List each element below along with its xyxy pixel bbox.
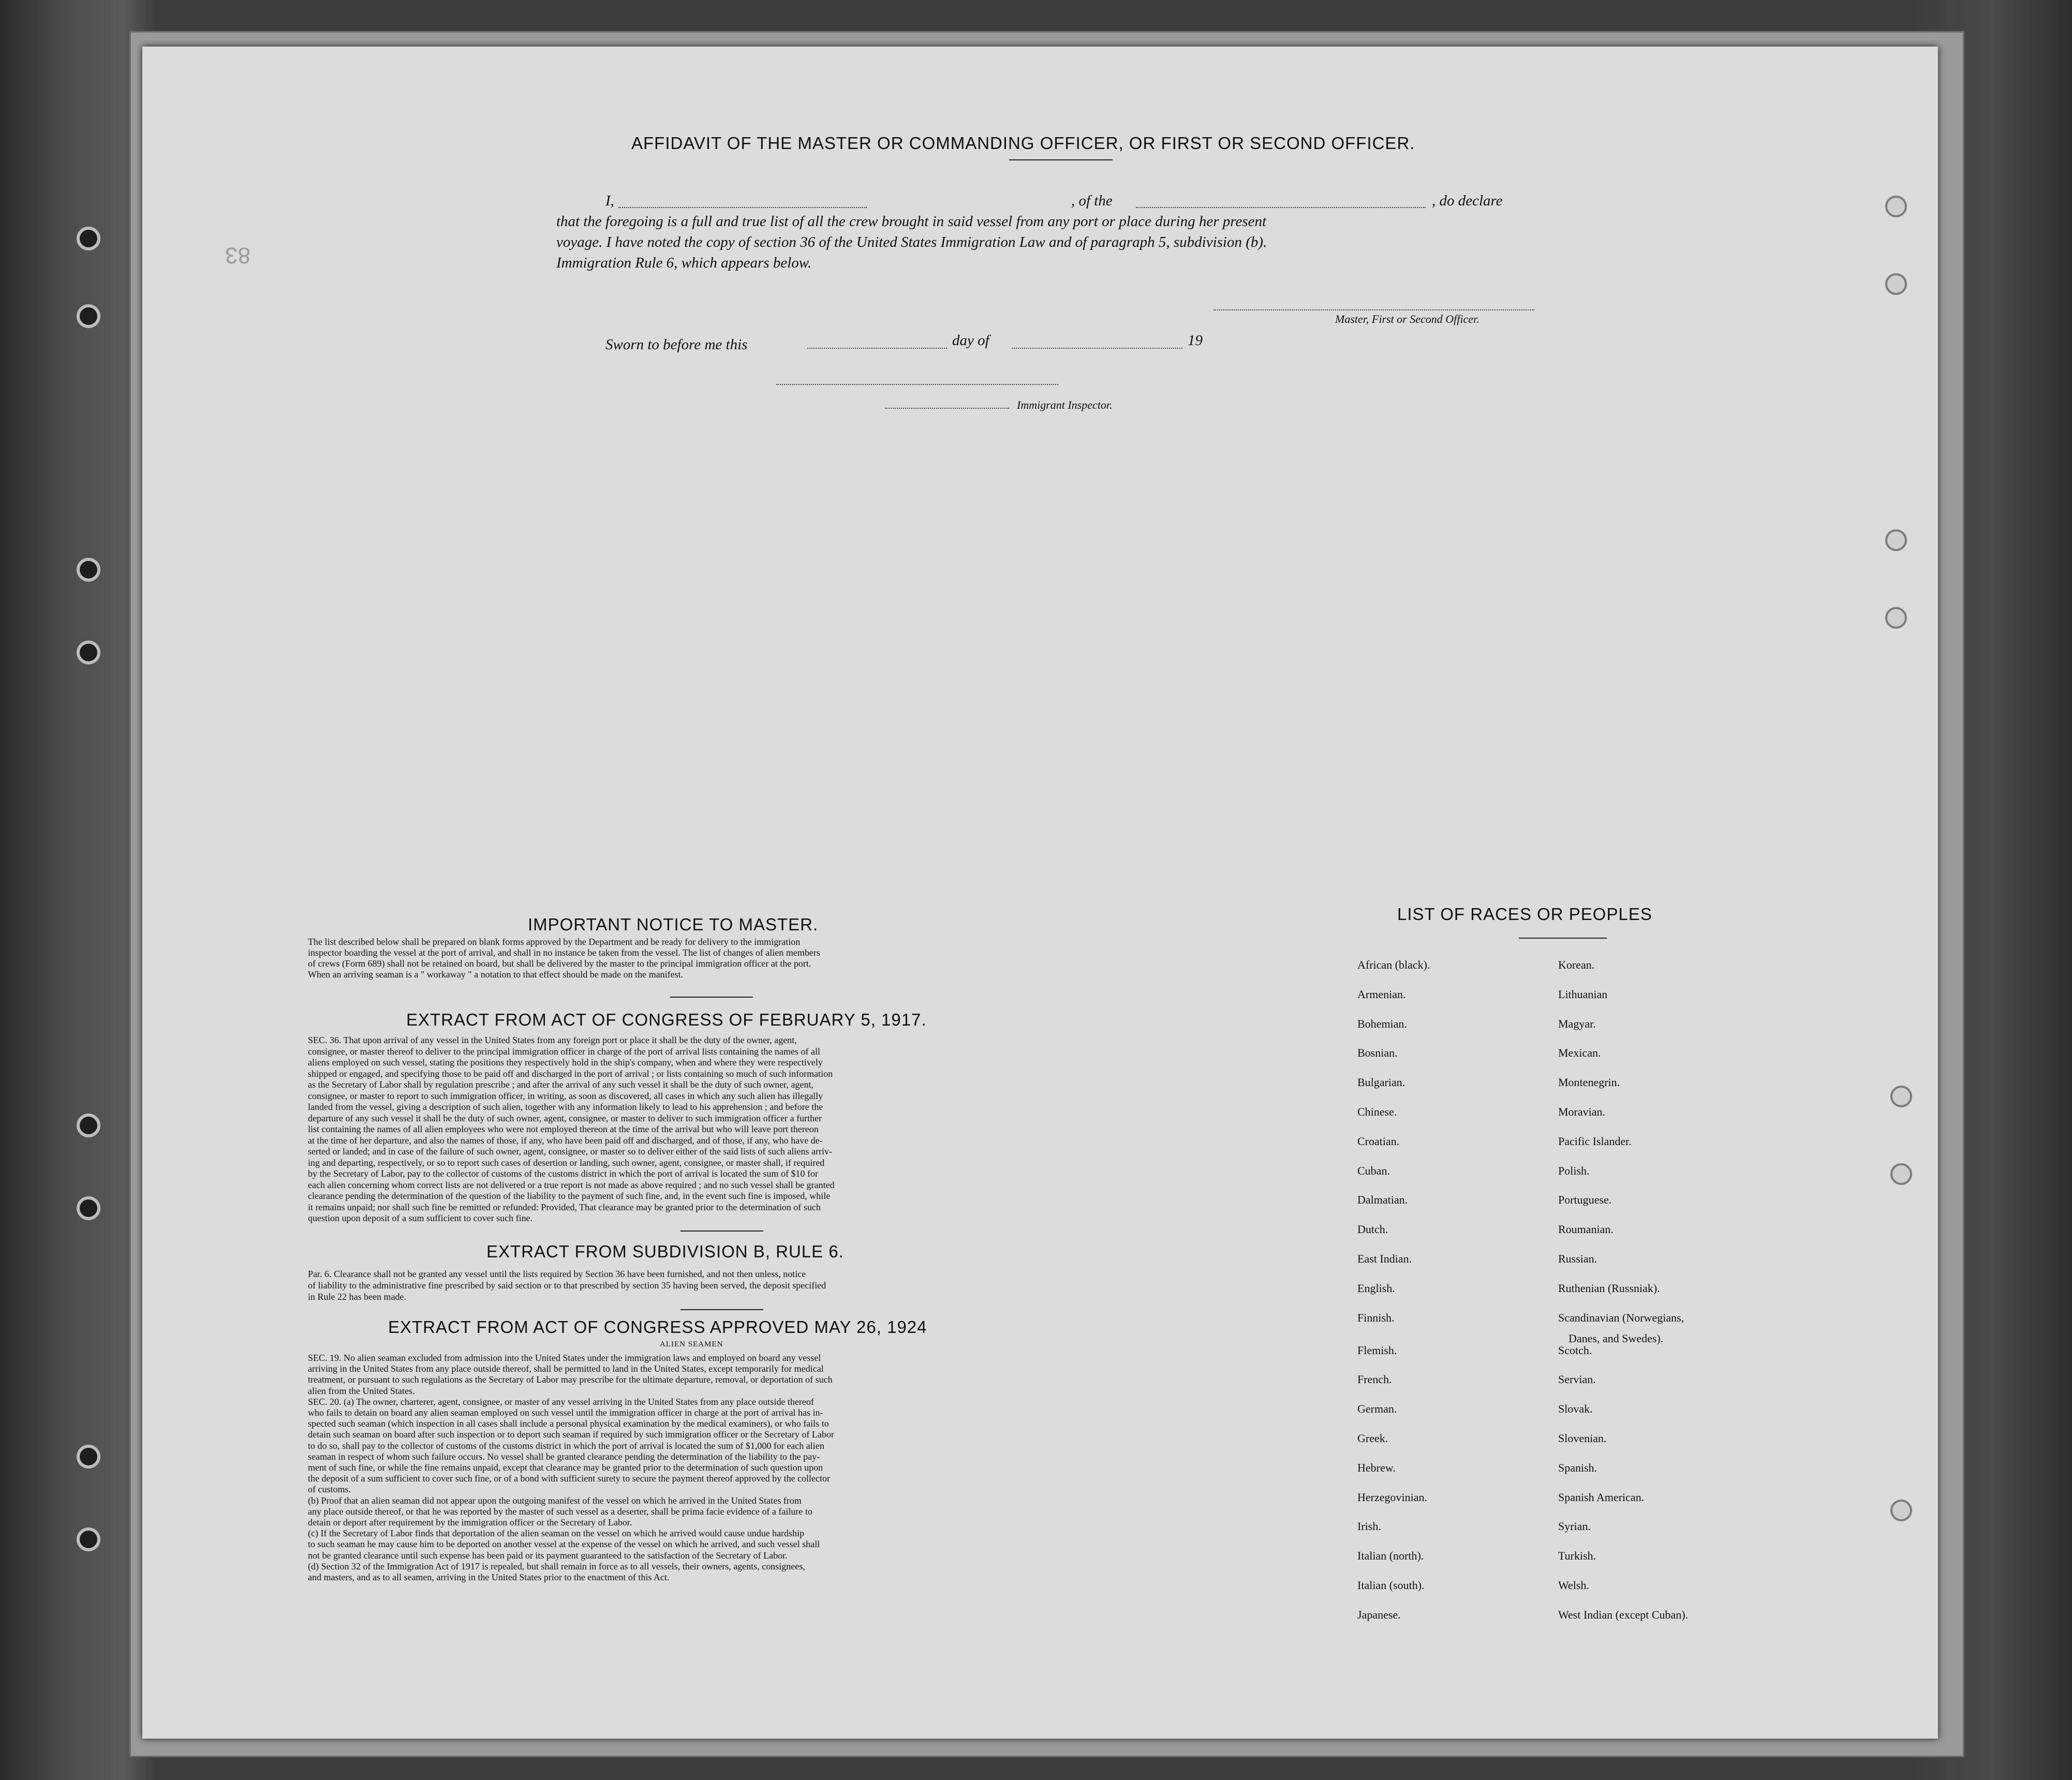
- inspector-name-blank[interactable]: [885, 408, 1009, 409]
- punch-hole: [1890, 1500, 1912, 1521]
- name-blank[interactable]: [618, 207, 867, 208]
- text-line: ment of such fine, or while the fine remains unpaid, except that clearance may be granted prior to the determination of such question upon: [308, 1462, 823, 1473]
- race-item: Scotch.: [1558, 1343, 1592, 1357]
- race-item: Danes, and Swedes).: [1568, 1332, 1664, 1345]
- race-item: Slovenian.: [1558, 1432, 1607, 1445]
- extract-1924-title: EXTRACT FROM ACT OF CONGRESS APPROVED MAY 26, 1924: [388, 1317, 927, 1337]
- text-line: SEC. 19. No alien seaman excluded from admission into the United States under the immigration laws and employed on board any vessel: [308, 1353, 821, 1363]
- race-item: German.: [1357, 1402, 1397, 1416]
- text-line: SEC. 20. (a) The owner, charterer, agent, consignee, or master of any vessel arriving in the United States from any place outside thereof: [308, 1396, 814, 1407]
- text-line: detain or deport after requirement by the immigration officer or the Secretary of Labor.: [308, 1517, 632, 1527]
- text-line: to do so, shall pay to the collector of customs of the customs district in which the port of arrival is located the sum of $1,000 for each alien: [308, 1440, 824, 1451]
- section-rule: [680, 1230, 763, 1232]
- punch-hole: [1890, 1086, 1912, 1107]
- race-item: Bulgarian.: [1357, 1076, 1405, 1089]
- sworn-month-blank[interactable]: [1012, 348, 1182, 349]
- text-line: ing and departing, respectively, or so to report such cases of desertion or landing, such owner, agent, consignee, or master shall, if required: [308, 1157, 825, 1168]
- text-line: clearance pending the determination of the question of the liability to the payment of such fine, and, in the event such fine is imposed, while: [308, 1191, 831, 1201]
- binder-hole: [77, 1196, 100, 1220]
- text-line: and masters, and as to all seamen, arriving in the United States prior to the enactment of this Act.: [308, 1572, 670, 1582]
- rule6-title: EXTRACT FROM SUBDIVISION B, RULE 6.: [486, 1242, 844, 1261]
- race-item: Cuban.: [1357, 1164, 1390, 1177]
- race-item: Hebrew.: [1357, 1461, 1396, 1474]
- text-line: list containing the names of all alien employees who were not employed thereon at the time of the arrival but who will leave port thereon: [308, 1124, 819, 1134]
- extract-1917-title: EXTRACT FROM ACT OF CONGRESS OF FEBRUARY 5, 1917.: [406, 1010, 927, 1029]
- section-rule: [670, 997, 753, 998]
- race-item: Italian (south).: [1357, 1579, 1425, 1592]
- race-item: Bohemian.: [1357, 1017, 1407, 1030]
- text-line: each alien concerning whom correct lists are not delivered or a true report is not made as above required ; and no such vessel shall be granted: [308, 1179, 835, 1190]
- race-item: Welsh.: [1558, 1579, 1589, 1592]
- race-item: Turkish.: [1558, 1549, 1596, 1563]
- text-line: (b) Proof that an alien seaman did not appear upon the outgoing manifest of the vessel on which he arrived in the United States from: [308, 1495, 802, 1506]
- race-item: Herzegovinian.: [1357, 1490, 1427, 1504]
- text-line: as the Secretary of Labor shall by regulation prescribe ; and after the arrival of any such vessel it shall be the duty of such owner, agent,: [308, 1079, 813, 1090]
- race-item: Montenegrin.: [1558, 1076, 1620, 1089]
- race-item: Spanish.: [1558, 1461, 1597, 1474]
- day-of-label: day of: [952, 332, 989, 349]
- races-title: LIST OF RACES OR PEOPLES: [1397, 904, 1652, 924]
- text-line: to such seaman he may cause him to be deported on another vessel at the expense of the vessel on which he arrived, and such vessel shall: [308, 1539, 820, 1550]
- affidavit-line-2: voyage. I have noted the copy of section 36 of the United States Immigration Law and of paragraph 5, subdivision (b).: [556, 234, 1267, 250]
- sworn-day-blank[interactable]: [807, 348, 947, 349]
- document-page: [142, 47, 1938, 1739]
- affidavit-line-3: Immigration Rule 6, which appears below.: [556, 255, 812, 271]
- race-item: Greek.: [1357, 1432, 1388, 1445]
- margin-mark: 83: [225, 243, 250, 268]
- text-line: treatment, or pursuant to such regulations as the Secretary of Labor may prescribe for the ultimate departure, removal, or deportation of such: [308, 1374, 833, 1385]
- inspector-caption: Immigrant Inspector.: [1017, 398, 1113, 411]
- race-item: Finnish.: [1357, 1311, 1395, 1324]
- race-item: Flemish.: [1357, 1343, 1397, 1357]
- text-line: SEC. 36. That upon arrival of any vessel in the United States from any foreign port or place it shall be the duty of the owner, agent,: [308, 1035, 797, 1045]
- text-line: in Rule 22 has been made.: [308, 1292, 406, 1302]
- race-item: Slovak.: [1558, 1402, 1593, 1416]
- binder-hole: [77, 1445, 100, 1468]
- text-line: spected such seaman (which inspection in all cases shall include a personal physical examination by the medical examiners), or who fails to: [308, 1418, 829, 1429]
- text-line: departure of any such vessel it shall be the duty of such owner, agent, consignee, or master to deliver to such immigration officer a further: [308, 1112, 822, 1123]
- text-line: shipped or engaged, and specifying those to be paid off and discharged in the port of arrival ; or lists containing so much of such information: [308, 1068, 833, 1079]
- race-item: Ruthenian (Russniak).: [1558, 1281, 1660, 1295]
- race-item: Spanish American.: [1558, 1490, 1645, 1504]
- affidavit-line-1: that the foregoing is a full and true list of all the crew brought in said vessel from any port or place during her present: [556, 213, 1267, 230]
- section-rule: [680, 1309, 763, 1310]
- race-item: Magyar.: [1558, 1017, 1596, 1030]
- master-caption: Master, First or Second Officer.: [1335, 313, 1479, 325]
- text-line: landed from the vessel, giving a description of such alien, together with any information likely to lead to his apprehension ; and before the: [308, 1102, 823, 1112]
- race-item: Polish.: [1558, 1164, 1590, 1177]
- of-the-label: , of the: [1071, 192, 1113, 209]
- text-line: not be granted clearance until such expense has been paid or its payment guaranteed to the satisfaction of the Secretary of Labor.: [308, 1550, 788, 1561]
- text-line: detain such seaman on board after such inspection or to deport such seaman if required by such immigration officer or the Secretary of Labor: [308, 1429, 834, 1440]
- race-item: African (black).: [1357, 958, 1430, 971]
- text-line: consignee, or master to report to such immigration officer, in writing, as soon as discovered, all cases in which any such alien has illegally: [308, 1090, 823, 1101]
- text-line: at the time of her departure, and also the names of those, if any, who have been paid off and discharged, and of those, if any, who have de-: [308, 1135, 823, 1146]
- race-item: Russian.: [1558, 1252, 1597, 1265]
- text-line: of crews (Form 689) shall not be retained on board, but shall be delivered by the master to the principal immigration officer at the port.: [308, 958, 811, 969]
- sworn-label: Sworn to before me this: [605, 336, 748, 353]
- punch-hole: [1890, 1163, 1912, 1185]
- punch-hole: [1885, 607, 1907, 629]
- punch-hole: [1885, 529, 1907, 551]
- race-item: Mexican.: [1558, 1046, 1601, 1060]
- text-line: consignee, or master thereof to deliver to the principal immigration officer in charge of the port of arrival lists containing the names of all: [308, 1046, 821, 1057]
- text-line: arriving in the United States from any place outside thereof, shall be permitted to land in the United States, except temporarily for medical: [308, 1363, 824, 1374]
- binder-hole: [77, 641, 100, 664]
- affidavit-title: AFFIDAVIT OF THE MASTER OR COMMANDING OFFICER, OR FIRST OR SECOND OFFICER.: [631, 134, 1415, 153]
- race-item: Croatian.: [1357, 1134, 1400, 1148]
- do-declare-label: , do declare: [1432, 192, 1503, 209]
- text-line: it remains unpaid; nor shall such fine be remitted or refunded: Provided, That clearance may be granted prior to the determination of such: [308, 1202, 821, 1212]
- text-line: question upon deposit of a sum sufficient to cover such fine.: [308, 1213, 533, 1223]
- text-line: of customs.: [308, 1484, 351, 1495]
- race-item: Syrian.: [1558, 1520, 1591, 1533]
- binder-hole: [77, 304, 100, 328]
- race-item: Italian (north).: [1357, 1549, 1424, 1563]
- text-line: inspector boarding the vessel at the port of arrival, and shall in no instance be taken from the vessel. The list of changes of alien members: [308, 947, 820, 958]
- text-line: seaman in respect of whom such failure occurs. No vessel shall be granted clearance pending the determination of the liability to the pay-: [308, 1451, 820, 1462]
- vessel-blank[interactable]: [1136, 207, 1426, 208]
- race-item: Moravian.: [1558, 1105, 1606, 1118]
- race-item: West Indian (except Cuban).: [1558, 1608, 1689, 1621]
- race-item: Irish.: [1357, 1520, 1381, 1533]
- race-item: Pacific Islander.: [1558, 1134, 1632, 1148]
- race-item: Chinese.: [1357, 1105, 1397, 1118]
- text-line: When an arriving seaman is a " workaway " a notation to that effect should be made on the manifest.: [308, 969, 684, 980]
- year-prefix: 19: [1188, 332, 1203, 349]
- punch-hole: [1885, 273, 1907, 295]
- race-item: Scandinavian (Norwegians,: [1558, 1311, 1684, 1324]
- alien-seamen-subtitle: ALIEN SEAMEN: [660, 1340, 723, 1348]
- race-item: Korean.: [1558, 958, 1595, 971]
- race-item: Japanese.: [1357, 1608, 1401, 1621]
- i-label: I,: [605, 192, 614, 209]
- binder-hole: [77, 1527, 100, 1551]
- race-item: Bosnian.: [1357, 1046, 1398, 1060]
- punch-hole: [1885, 196, 1907, 217]
- binder-hole: [77, 1114, 100, 1137]
- text-line: the deposit of a sum sufficient to cover such fine, or of a bond with sufficient surety to secure the payment thereof approved by the collector: [308, 1473, 831, 1484]
- binder-hole: [77, 558, 100, 582]
- race-item: French.: [1357, 1373, 1392, 1386]
- race-item: Dutch.: [1357, 1223, 1388, 1236]
- race-item: Portuguese.: [1558, 1193, 1612, 1207]
- binder-hole: [77, 227, 100, 250]
- text-line: serted or landed; and in case of the failure of such owner, agent, consignee, or master so to deliver either of the said lists of such aliens arriv-: [308, 1146, 832, 1156]
- text-line: any place outside thereof, or that he was reported by the master of such vessel as a deserter, shall be prima facie evidence of a failure to: [308, 1506, 812, 1517]
- text-line: aliens employed on such vessel, stating the positions they respectively hold in the ship's company, when and where they were respectively: [308, 1057, 823, 1067]
- race-item: Servian.: [1558, 1373, 1596, 1386]
- text-line: of liability to the administrative fine prescribed by said section or to that prescribed by section 35 having been served, the deposit specified: [308, 1280, 826, 1290]
- text-line: Par. 6. Clearance shall not be granted any vessel until the lists required by Section 36 have been furnished, and not then unless, notice: [308, 1269, 806, 1279]
- text-line: alien from the United States.: [308, 1385, 415, 1396]
- notice-title: IMPORTANT NOTICE TO MASTER.: [528, 915, 819, 934]
- text-line: who fails to detain on board any alien seaman employed on such vessel until the immigration officer in charge at the port of arrival has in-: [308, 1407, 823, 1418]
- race-item: Dalmatian.: [1357, 1193, 1408, 1207]
- race-item: Lithuanian: [1558, 987, 1608, 1001]
- title-rule: [1519, 938, 1607, 939]
- race-item: English.: [1357, 1281, 1395, 1295]
- text-line: The list described below shall be prepared on blank forms approved by the Department and be ready for delivery to the immigration: [308, 937, 801, 947]
- title-rule: [1009, 159, 1113, 160]
- inspector-signature-blank[interactable]: [776, 384, 1058, 385]
- text-line: (c) If the Secretary of Labor finds that deportation of the alien seaman on the vessel on which he arrived would cause undue hardship: [308, 1528, 805, 1539]
- text-line: by the Secretary of Labor, pay to the collector of customs of the customs district in which the port of arrival is located the sum of $10 for: [308, 1168, 819, 1179]
- race-item: Armenian.: [1357, 987, 1406, 1001]
- text-line: (d) Section 32 of the Immigration Act of 1917 is repealed, but shall remain in force as to all vessels, their owners, agents, consignees,: [308, 1561, 805, 1571]
- race-item: East Indian.: [1357, 1252, 1412, 1265]
- race-item: Roumanian.: [1558, 1223, 1614, 1236]
- master-signature-blank[interactable]: [1213, 309, 1534, 310]
